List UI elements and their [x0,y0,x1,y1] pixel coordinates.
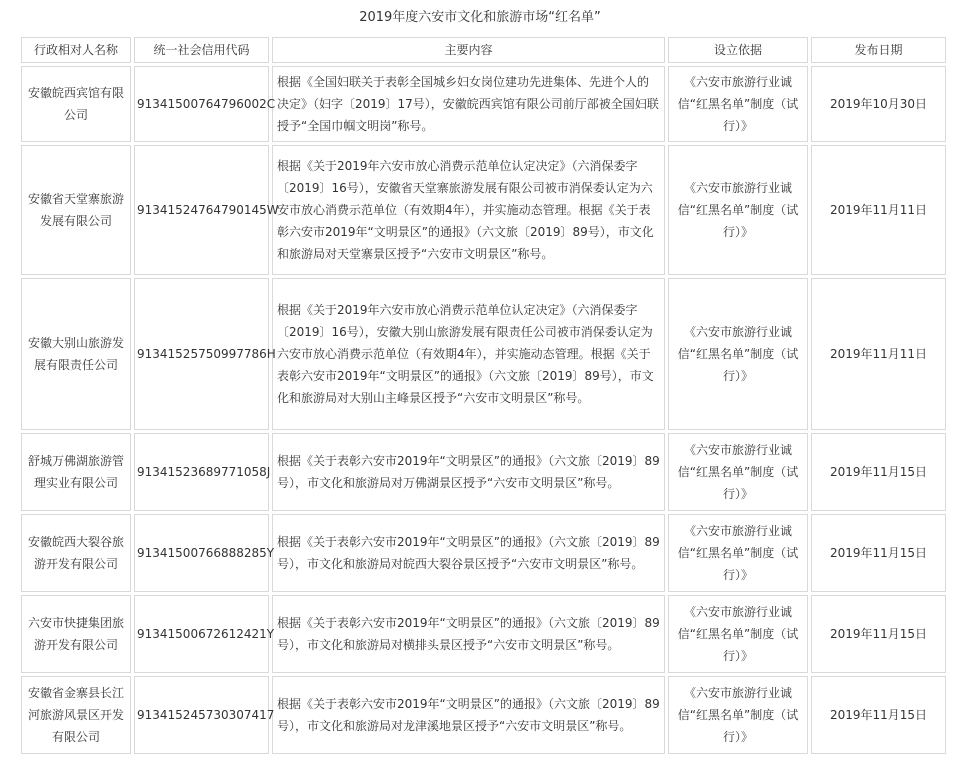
header-content: 主要内容 [272,37,665,63]
entity-name: 安徽皖西宾馆有限公司 [21,66,131,142]
main-content: 根据《关于表彰六安市2019年“文明景区”的通报》（六文旅〔2019〕89号），市文化和旅游局对横排头景区授予“六安市文明景区”称号。 [272,595,665,673]
table-row [21,278,946,430]
document-title: 2019年度六安市文化和旅游市场“红名单” [359,10,601,25]
table-row [21,433,946,511]
credit-code: 91341500672612421Y [134,595,269,673]
publish-date: 2019年11月15日 [811,595,946,673]
main-content: 根据《全国妇联关于表彰全国城乡妇女岗位建功先进集体、先进个人的决定》（妇字〔2019〕17号），安徽皖西宾馆有限公司前厅部被全国妇联授予“全国巾帼文明岗”称号。 [272,66,665,142]
table-row [21,145,946,275]
main-content: 根据《关于表彰六安市2019年“文明景区”的通报》（六文旅〔2019〕89号），市文化和旅游局对万佛湖景区授予“六安市文明景区”称号。 [272,433,665,511]
main-content: 根据《关于表彰六安市2019年“文明景区”的通报》（六文旅〔2019〕89号），市文化和旅游局对皖西大裂谷景区授予“六安市文明景区”称号。 [272,514,665,592]
header-code: 统一社会信用代码 [134,37,269,63]
table-row [21,514,946,592]
table-row [21,66,946,142]
credit-code: 91341524764790145W [134,145,269,275]
entity-name: 安徽大别山旅游发展有限责任公司 [21,278,131,430]
entity-name: 六安市快捷集团旅游开发有限公司 [21,595,131,673]
basis: 《六安市旅游行业诚信“红黑名单”制度（试行）》 [668,676,808,754]
main-content: 根据《关于2019年六安市放心消费示范单位认定决定》（六消保委字〔2019〕16号），安徽大别山旅游发展有限责任公司被市消保委认定为六安市放心消费示范单位（有效期4年），并实施动态管理。根据《关于表彰六安市2019年“文明景区”的通报》（六文旅〔2019〕89号），市文化和旅游局对大别山主峰景区授予“六安市文明景区”称号。 [272,278,665,430]
entity-name: 安徽省金寨县长江河旅游风景区开发有限公司 [21,676,131,754]
entity-name: 舒城万佛湖旅游管理实业有限公司 [21,433,131,511]
entity-name: 安徽省天堂寨旅游发展有限公司 [21,145,131,275]
credit-code: 91341500764796002C [134,66,269,142]
header-name: 行政相对人名称 [21,37,131,63]
credit-code: 91341500766888285Y [134,514,269,592]
header-date: 发布日期 [811,37,946,63]
table-row [21,676,946,754]
table-row [21,595,946,673]
basis: 《六安市旅游行业诚信“红黑名单”制度（试行）》 [668,433,808,511]
publish-date: 2019年11月11日 [811,145,946,275]
entity-name: 安徽皖西大裂谷旅游开发有限公司 [21,514,131,592]
publish-date: 2019年11月15日 [811,676,946,754]
credit-code: 91341523689771058J [134,433,269,511]
basis: 《六安市旅游行业诚信“红黑名单”制度（试行）》 [668,145,808,275]
table-header-row [21,37,946,63]
publish-date: 2019年11月15日 [811,433,946,511]
header-basis: 设立依据 [668,37,808,63]
basis: 《六安市旅游行业诚信“红黑名单”制度（试行）》 [668,595,808,673]
basis: 《六安市旅游行业诚信“红黑名单”制度（试行）》 [668,278,808,430]
publish-date: 2019年11月11日 [811,278,946,430]
basis: 《六安市旅游行业诚信“红黑名单”制度（试行）》 [668,66,808,142]
basis: 《六安市旅游行业诚信“红黑名单”制度（试行）》 [668,514,808,592]
main-content: 根据《关于2019年六安市放心消费示范单位认定决定》（六消保委字〔2019〕16号），安徽省天堂寨旅游发展有限公司被市消保委认定为六安市放心消费示范单位（有效期4年），并实施动态管理。根据《关于表彰六安市2019年“文明景区”的通报》（六文旅〔2019〕89号），市文化和旅游局对天堂寨景区授予“六安市文明景区”称号。 [272,145,665,275]
red-list-table [18,34,949,757]
credit-code: 913415245730307417 [134,676,269,754]
publish-date: 2019年11月15日 [811,514,946,592]
credit-code: 91341525750997786H [134,278,269,430]
publish-date: 2019年10月30日 [811,66,946,142]
main-content: 根据《关于表彰六安市2019年“文明景区”的通报》（六文旅〔2019〕89号），市文化和旅游局对龙津溪地景区授予“六安市文明景区”称号。 [272,676,665,754]
